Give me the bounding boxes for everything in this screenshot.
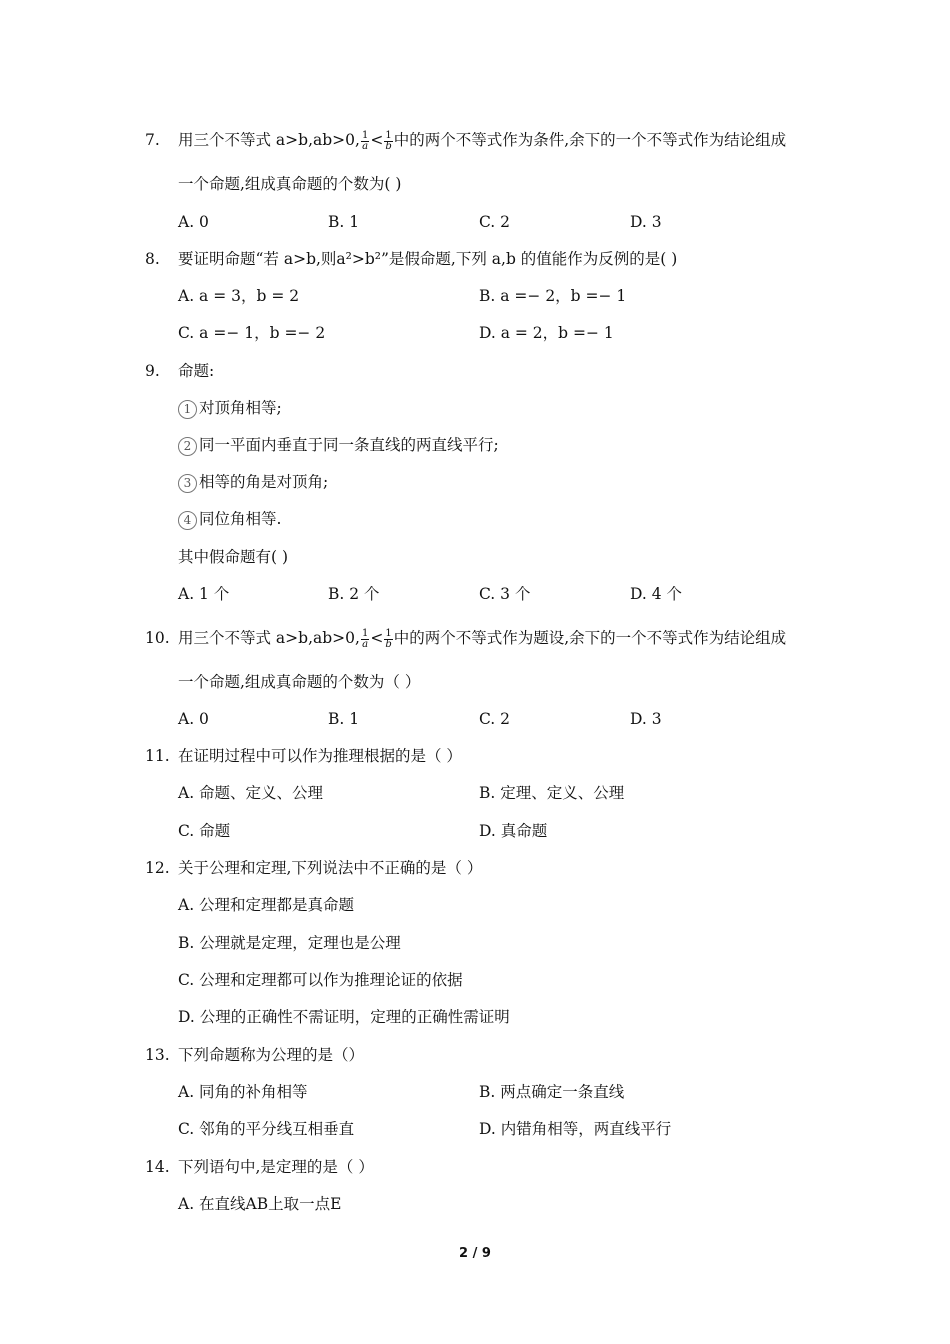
question-10-line-2: 一个命题,组成真命题的个数为（ ） — [178, 673, 421, 691]
option-b: B. 公理就是定理，定理也是公理 — [178, 934, 401, 952]
less-than: < — [370, 629, 384, 647]
proposition-2: 2 同一平面内垂直于同一条直线的两直线平行; — [178, 435, 499, 456]
question-9-prompt: 其中假命题有( ) — [178, 548, 289, 566]
question-number: 14. — [145, 1158, 170, 1176]
page-number: 2 / 9 — [459, 1246, 491, 1261]
question-text-part: 中的两个不等式作为条件,余下的一个不等式作为结论组成 — [393, 131, 787, 149]
question-7-line-2: 一个命题,组成真命题的个数为( ) — [178, 175, 402, 193]
circled-number-icon: 4 — [178, 511, 197, 530]
question-text — [178, 628, 786, 650]
option-a: A. a = 3，b = 2 — [178, 287, 300, 305]
circled-number-icon: 1 — [178, 400, 197, 419]
option-a: A. 命题、定义、公理 — [178, 784, 324, 802]
option-a: A. 公理和定理都是真命题 — [178, 896, 355, 914]
option-b: B. a =− 2，b =− 1 — [479, 287, 627, 305]
fraction-1-over-b: $\frac{1}{b}$ — [385, 627, 392, 650]
question-text: 关于公理和定理,下列说法中不正确的是（ ） — [178, 859, 483, 877]
option-d: D. a = 2，b =− 1 — [479, 324, 614, 342]
fraction-1-over-b: $\frac{1}{b}$ — [385, 129, 392, 152]
proposition-1: 1 对顶角相等; — [178, 398, 282, 419]
question-text-part: 用三个不等式 a>b,ab>0, — [178, 131, 360, 149]
fraction-1-over-a: $\frac{1}{a}$ — [361, 129, 369, 152]
question-text — [178, 130, 786, 152]
proposition-3: 3 相等的角是对顶角; — [178, 472, 328, 493]
option-d: D. 4 个 — [630, 585, 683, 603]
option-a: A. 1 个 — [178, 585, 230, 603]
option-a: A. 0 — [178, 710, 209, 728]
question-text: 下列命题称为公理的是（） — [178, 1046, 365, 1064]
option-b: B. 1 — [328, 213, 360, 231]
option-b: B. 定理、定义、公理 — [479, 784, 625, 802]
option-c: C. 命题 — [178, 822, 231, 840]
option-b: B. 2 个 — [328, 585, 380, 603]
option-c: C. 3 个 — [479, 585, 531, 603]
question-number: 10. — [145, 629, 170, 647]
option-d: D. 3 — [630, 213, 662, 231]
question-text: 在证明过程中可以作为推理根据的是（ ） — [178, 747, 462, 765]
option-c: C. 2 — [479, 213, 511, 231]
option-c: C. 邻角的平分线互相垂直 — [178, 1120, 355, 1138]
option-b: B. 两点确定一条直线 — [479, 1083, 625, 1101]
less-than: < — [370, 131, 384, 149]
option-c: C. a =− 1，b =− 2 — [178, 324, 326, 342]
question-text: 命题: — [178, 362, 215, 380]
fraction-1-over-a: $\frac{1}{a}$ — [361, 627, 369, 650]
option-a: A. 在直线AB上取一点E — [178, 1195, 342, 1213]
option-d: D. 3 — [630, 710, 662, 728]
question-number: 8. — [145, 250, 160, 268]
option-a: A. 同角的补角相等 — [178, 1083, 308, 1101]
proposition-4: 4 同位角相等. — [178, 509, 281, 530]
option-d: D. 公理的正确性不需证明，定理的正确性需证明 — [178, 1008, 510, 1026]
option-c: C. 公理和定理都可以作为推理论证的依据 — [178, 971, 463, 989]
option-d: D. 真命题 — [479, 822, 548, 840]
question-text: 要证明命题“若 a>b,则a²>b²”是假命题,下列 a,b 的值能作为反例的是( ) — [178, 250, 678, 268]
question-number: 12. — [145, 859, 170, 877]
option-c: C. 2 — [479, 710, 511, 728]
question-number: 9. — [145, 362, 160, 380]
option-a: A. 0 — [178, 213, 209, 231]
question-number: 13. — [145, 1046, 170, 1064]
option-b: B. 1 — [328, 710, 360, 728]
circled-number-icon: 2 — [178, 437, 197, 456]
question-text-part: 用三个不等式 a>b,ab>0, — [178, 629, 360, 647]
option-d: D. 内错角相等，两直线平行 — [479, 1120, 672, 1138]
circled-number-icon: 3 — [178, 474, 197, 493]
question-number: 7. — [145, 131, 160, 149]
question-text: 下列语句中,是定理的是（ ） — [178, 1158, 374, 1176]
question-number: 11. — [145, 747, 170, 765]
question-text-part: 中的两个不等式作为题设,余下的一个不等式作为结论组成 — [393, 629, 787, 647]
